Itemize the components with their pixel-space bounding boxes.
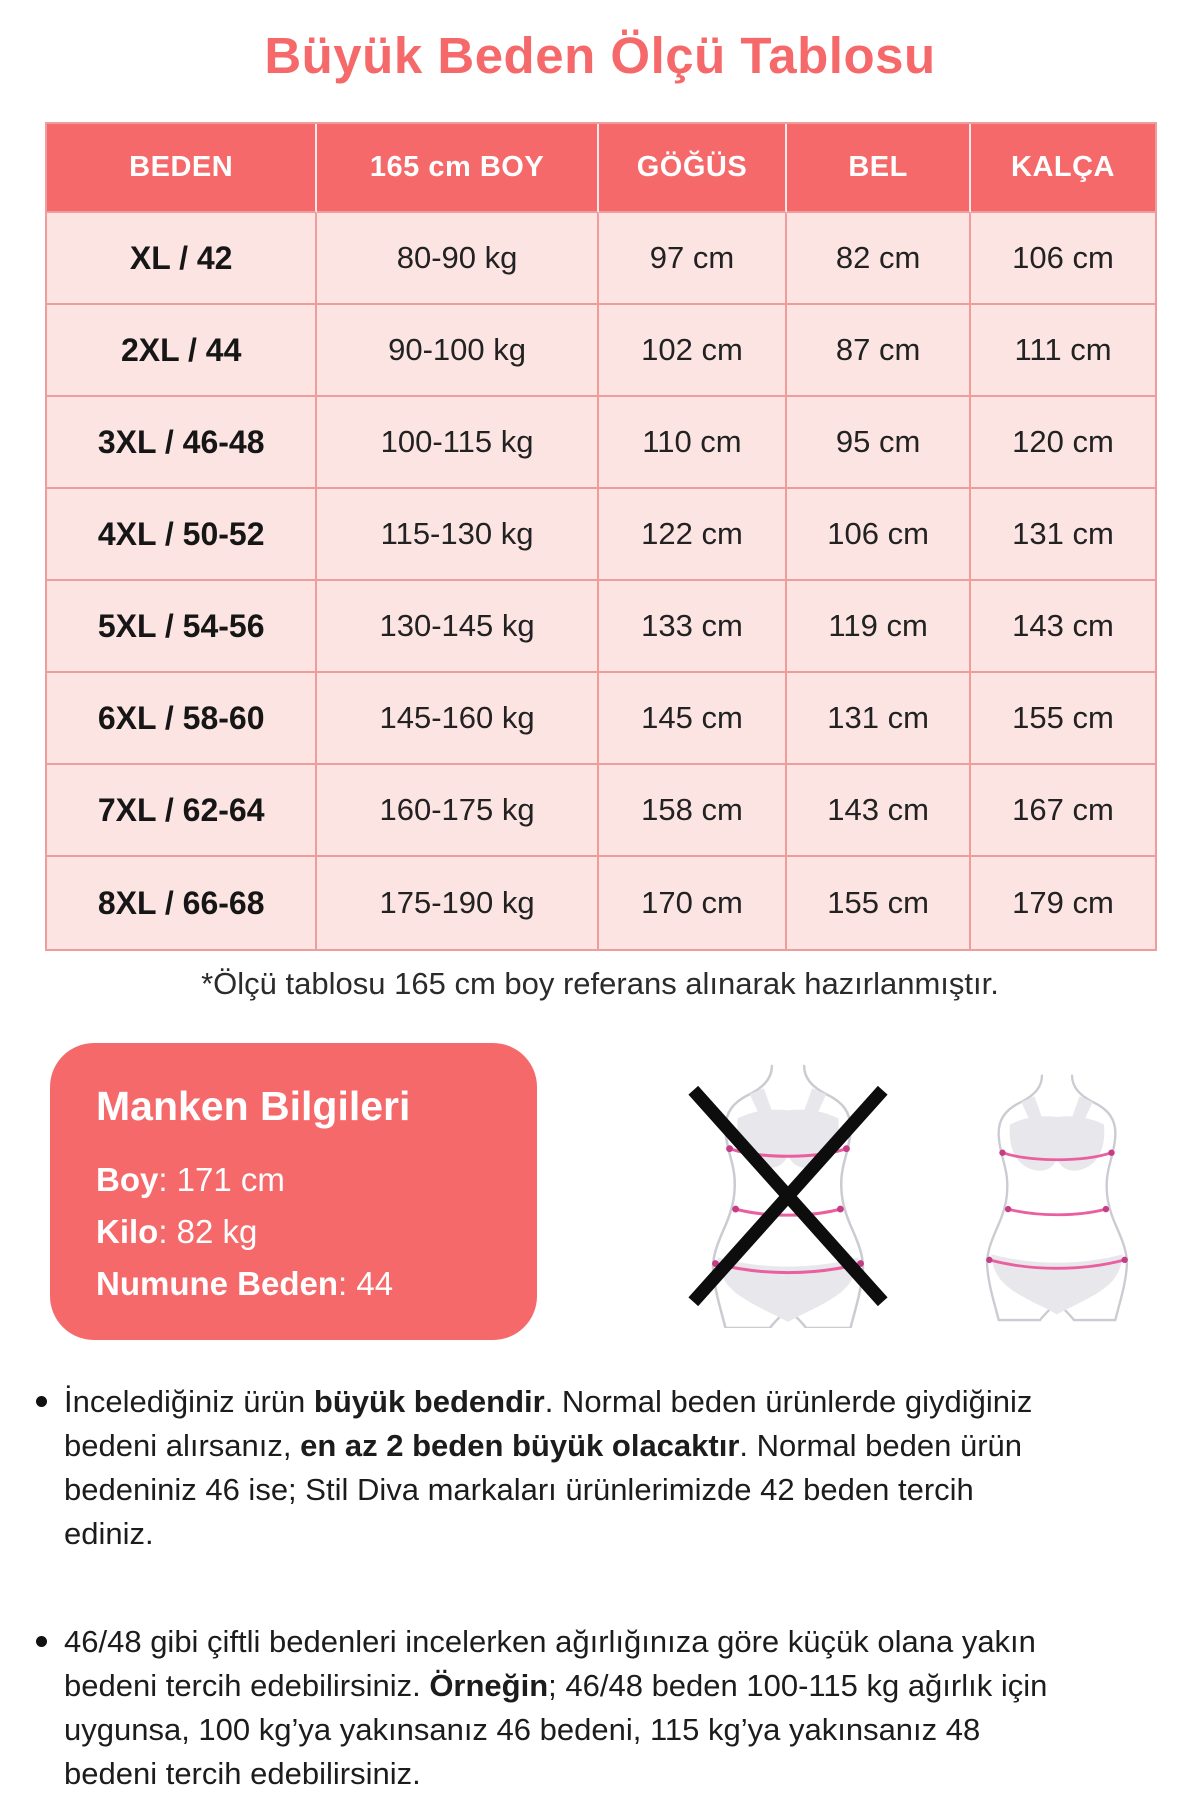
table-cell: 167 cm — [971, 765, 1155, 857]
table-cell: 6XL / 58-60 — [47, 673, 317, 765]
table-cell: 145 cm — [599, 673, 787, 765]
page-title: Büyük Beden Ölçü Tablosu — [264, 27, 936, 84]
table-header-cell: BEL — [787, 124, 971, 213]
table-cell: 3XL / 46-48 — [47, 397, 317, 489]
table-header-cell: GÖĞÜS — [599, 124, 787, 213]
note-text: İncelediğiniz ürün büyük bedendir. Normal beden ürünlerde giydiğiniz bedeni alırsanız, en az 2 beden büyük olacaktır. Normal beden ürün bedeniniz 46 ise; Stil Diva markaları ürünlerimizde 42 beden tercih ediniz. — [64, 1384, 1033, 1552]
table-cell: 106 cm — [787, 489, 971, 581]
table-cell: 95 cm — [787, 397, 971, 489]
table-cell: 5XL / 54-56 — [47, 581, 317, 673]
table-cell: 130-145 kg — [317, 581, 598, 673]
table-cell: 4XL / 50-52 — [47, 489, 317, 581]
table-cell: XL / 42 — [47, 213, 317, 305]
note-text: 46/48 gibi çiftli bedenleri incelerken ağırlığınıza göre küçük olana yakın bedeni tercih edebilirsiniz. Örneğin; 46/48 beden 100-115 kg ağırlık için uygunsa, 100 kg’ya yakınsanız 46 bedeni, 115 kg’ya yakınsanız 48 bedeni tercih edebilirsiniz. — [64, 1624, 1048, 1792]
table-cell: 122 cm — [599, 489, 787, 581]
table-cell: 119 cm — [787, 581, 971, 673]
model-info-item: Numune Beden: 44 — [96, 1265, 394, 1303]
table-cell: 143 cm — [971, 581, 1155, 673]
table-cell: 106 cm — [971, 213, 1155, 305]
table-cell: 90-100 kg — [317, 305, 598, 397]
table-cell: 100-115 kg — [317, 397, 598, 489]
table-cell: 8XL / 66-68 — [47, 857, 317, 949]
table-cell: 131 cm — [971, 489, 1155, 581]
table-cell: 155 cm — [971, 673, 1155, 765]
body-measurement-icon — [963, 1066, 1151, 1324]
table-cell: 143 cm — [787, 765, 971, 857]
model-info-item: Boy: 171 cm — [96, 1161, 285, 1198]
table-cell: 175-190 kg — [317, 857, 598, 949]
table-cell: 87 cm — [787, 305, 971, 397]
crossed-out-body-measurement-icon — [685, 1060, 891, 1328]
table-cell: 111 cm — [971, 305, 1155, 397]
table-cell: 131 cm — [787, 673, 971, 765]
table-cell: 115-130 kg — [317, 489, 598, 581]
model-info-title: Manken Bilgileri — [96, 1083, 411, 1129]
table-cell: 158 cm — [599, 765, 787, 857]
bullet-icon — [36, 1636, 47, 1647]
table-header-cell: KALÇA — [971, 124, 1155, 213]
note-item — [30, 1380, 1180, 1556]
table-cell: 102 cm — [599, 305, 787, 397]
table-cell: 145-160 kg — [317, 673, 598, 765]
note-item — [30, 1620, 1180, 1796]
table-cell: 120 cm — [971, 397, 1155, 489]
table-cell: 82 cm — [787, 213, 971, 305]
table-footnote: *Ölçü tablosu 165 cm boy referans alınarak hazırlanmıştır. — [201, 966, 999, 1001]
sizing-notes — [30, 1380, 1180, 1800]
model-info-list — [96, 1154, 507, 1310]
table-cell: 170 cm — [599, 857, 787, 949]
table-header-cell: 165 cm BOY — [317, 124, 598, 213]
table-cell: 160-175 kg — [317, 765, 598, 857]
bullet-icon — [36, 1396, 47, 1407]
table-cell: 179 cm — [971, 857, 1155, 949]
table-cell: 2XL / 44 — [47, 305, 317, 397]
table-header-cell: BEDEN — [47, 124, 317, 213]
table-cell: 133 cm — [599, 581, 787, 673]
table-cell: 110 cm — [599, 397, 787, 489]
size-table — [45, 122, 1157, 951]
table-cell: 80-90 kg — [317, 213, 598, 305]
table-cell: 7XL / 62-64 — [47, 765, 317, 857]
model-info-item: Kilo: 82 kg — [96, 1213, 258, 1251]
table-cell: 155 cm — [787, 857, 971, 949]
table-cell: 97 cm — [599, 213, 787, 305]
model-info-box — [50, 1043, 537, 1340]
